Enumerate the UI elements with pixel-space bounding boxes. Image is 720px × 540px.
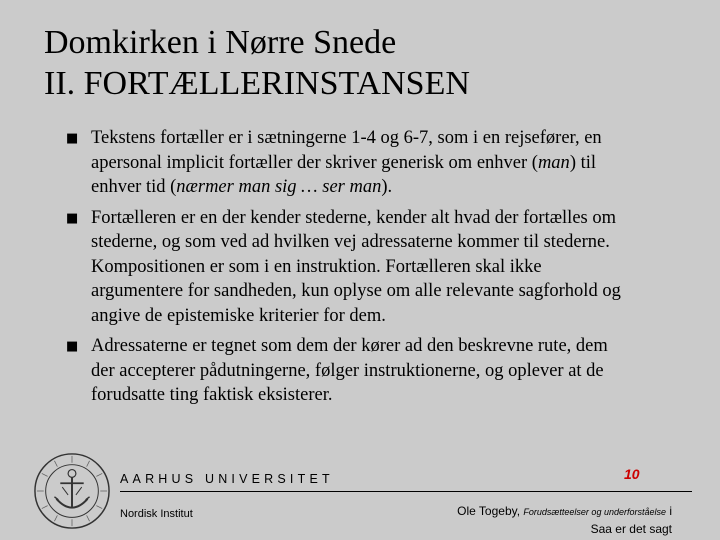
bullet-item-2 [66, 206, 686, 329]
footer-credit [457, 503, 672, 538]
bullet-1-emphasis-phrase: nærmer man sig … ser man [176, 177, 382, 197]
page-number: 10 [624, 466, 640, 482]
bullet-item-3 [66, 334, 686, 408]
university-name: AARHUS UNIVERSITET [120, 472, 334, 486]
bullet-1-line-1: Tekstens fortæller er i sætningerne 1-4 og 6-7, som i en rejsefører, en [91, 128, 602, 148]
university-seal-icon [33, 452, 111, 530]
bullet-3-line-2: der accepterer pådutningerne, følger instruktionerne, og oplever at de [91, 360, 604, 381]
institute-name: Nordisk Institut [120, 508, 193, 520]
bullet-2-line-5: angive de epistemiske kriterier for dem. [91, 305, 386, 326]
bullet-1-line-3-tail: ). [381, 177, 393, 197]
work-title-tail: i [669, 504, 672, 518]
bullet-1-line-2 [91, 151, 686, 176]
bullet-3-line-3: forudsatte ting faktisk eksisterer. [91, 385, 333, 405]
square-bullet-icon: ■ [66, 131, 79, 146]
work-title: Forudsætteelser og underforståelse [523, 507, 666, 517]
work-subtitle: Saa er det sagt [590, 522, 672, 536]
bullet-1-line-3 [91, 175, 686, 200]
bullet-list [66, 126, 686, 414]
bullet-1-line-2-tail: ) til [569, 152, 597, 173]
bullet-1-emphasis-man: man [537, 152, 570, 173]
bullet-2-line-2: stederne, og som ved ad hvilken vej adressaterne kommer til stederne. [91, 232, 610, 252]
footer-credit-line-1 [457, 503, 672, 521]
slide-title [44, 22, 694, 104]
author-name: Ole Togeby, [457, 504, 521, 518]
slide-title-line-1: Domkirken i Nørre Snede [44, 24, 397, 61]
bullet-2-line-3: Kompositionen er som i en instruktion. Fortælleren skal ikke [91, 256, 542, 277]
footer-divider [120, 491, 692, 492]
bullet-3-line-1: Adressaterne er tegnet som dem der kører ad den beskrevne rute, dem [91, 336, 608, 356]
square-bullet-icon: ■ [66, 339, 79, 354]
bullet-item-1 [66, 126, 686, 200]
bullet-2-line-1: Fortælleren er en der kender stederne, kender alt hvad der fortælles om [91, 207, 617, 228]
slide-title-line-2: II. FORTÆLLERINSTANSEN [44, 65, 470, 102]
square-bullet-icon: ■ [66, 210, 79, 226]
bullet-1-line-3-text: enhver tid ( [91, 177, 177, 197]
bullet-1-line-2-text: apersonal implicit fortæller der skriver generisk om enhver ( [91, 152, 538, 173]
bullet-2-line-4: argumentere for sandheden, kun oplyse om alle relevante sagforhold og [91, 281, 621, 301]
